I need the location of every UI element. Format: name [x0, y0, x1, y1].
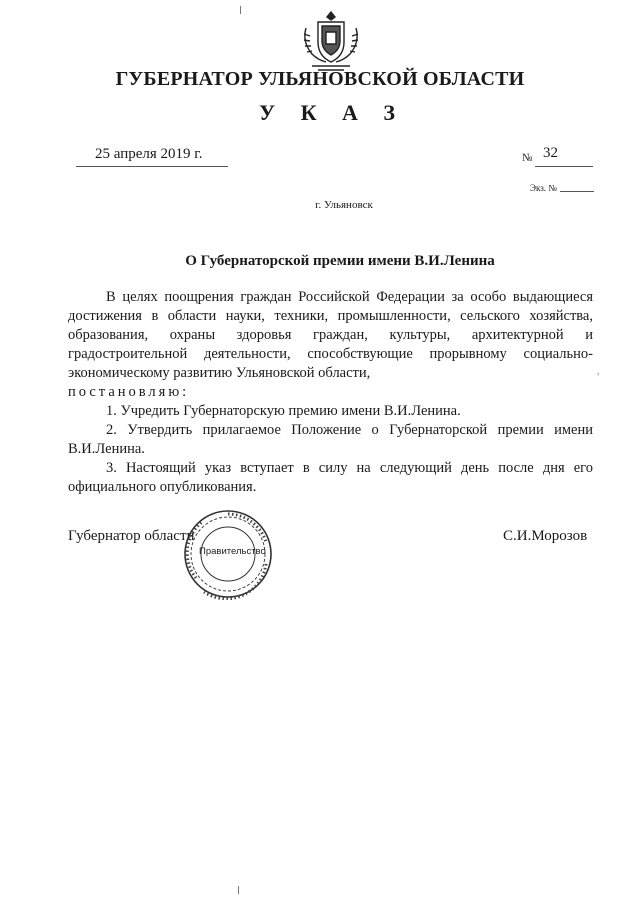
decree-item: 1. Учредить Губернаторскую премию имени В.И.Ленина.: [106, 403, 461, 419]
postanovlyayu: постановляю:: [68, 384, 190, 400]
decree-date: 25 апреля 2019 г.: [95, 146, 203, 162]
signatory-position: Губернатор области: [68, 528, 195, 544]
city: г. Ульяновск: [315, 199, 373, 211]
coat-of-arms-emblem: [298, 8, 364, 74]
governor-title: ГУБЕРНАТОР УЛЬЯНОВСКОЙ ОБЛАСТИ: [115, 68, 525, 90]
intro-paragraph: В целях поощрения граждан Российской Федерации за особо выдающиеся достижения в области науки, техники, промышленности, сельского хозяйства, образования, охраны здоровья граждан, культуры, архитектурной и градостроительной деятельности, способствующие прорывному социально-экономическому развитию Ульяновской области,: [68, 289, 593, 381]
scan-mark-top: [240, 6, 241, 14]
decree-heading: О Губернаторской премии имени В.И.Ленина: [185, 253, 495, 269]
document-type: У К А З: [258, 100, 406, 125]
decree-item: 3. Настоящий указ вступает в силу на следующий день после дня его официального опубликования.: [68, 460, 593, 495]
signatory-name: С.И.Морозов: [503, 528, 588, 544]
copy-number-underline: [560, 191, 594, 192]
decree-number: 32: [543, 145, 558, 161]
date-underline: [76, 166, 228, 167]
decree-item: 2. Утвердить прилагаемое Положение о Губернаторской премии имени В.И.Ленина.: [68, 422, 593, 457]
decree-body: [68, 288, 593, 497]
scan-mark-bottom: [238, 886, 239, 894]
seal-text: Правительство: [199, 546, 266, 557]
number-underline: [535, 166, 593, 167]
copy-number-label: Экз. №: [530, 183, 557, 193]
official-seal-stamp: [182, 508, 274, 600]
scan-mark-mid: ,: [597, 366, 600, 377]
number-sign: №: [522, 152, 533, 164]
